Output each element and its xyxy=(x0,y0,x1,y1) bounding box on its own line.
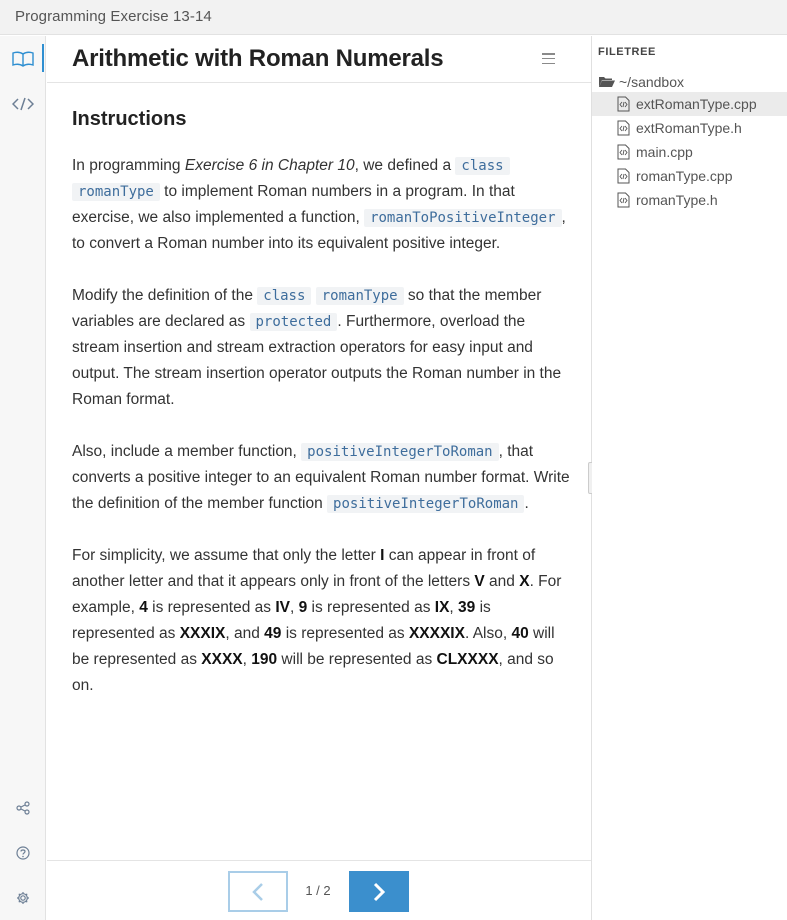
bold-text: IX xyxy=(434,599,450,616)
code-icon[interactable] xyxy=(0,94,46,114)
file-name: extRomanType.h xyxy=(636,120,742,136)
code-snippet: romanToPositiveInteger xyxy=(364,209,561,227)
instructions-body xyxy=(72,108,572,725)
bold-text: XXXXIX xyxy=(408,625,465,642)
chevron-right-icon xyxy=(373,882,385,902)
text: is represented as xyxy=(72,599,491,642)
pager-bar xyxy=(47,860,591,920)
previous-page-button[interactable] xyxy=(228,871,288,912)
bold-text: V xyxy=(474,573,485,590)
bold-text: X xyxy=(519,573,530,590)
text: , we defined a xyxy=(354,157,456,174)
file-item-romantype-cpp[interactable] xyxy=(592,164,787,188)
text: , xyxy=(449,599,459,616)
text: can appear in front of another letter and that it appears only in front of the letters xyxy=(72,547,536,590)
code-file-icon xyxy=(617,96,630,112)
text: so that the member variables are declared as xyxy=(72,287,542,330)
text: . For example, xyxy=(72,573,562,616)
code-file-icon xyxy=(617,144,630,160)
text: and xyxy=(484,573,520,590)
paragraph xyxy=(72,153,572,257)
help-icon[interactable] xyxy=(0,844,46,862)
title-bar xyxy=(0,0,787,35)
bold-text: I xyxy=(380,547,385,564)
file-name: main.cpp xyxy=(636,144,693,160)
bold-text: XXXX xyxy=(201,651,243,668)
instructions-header xyxy=(47,36,591,83)
text: to implement Roman numbers in a program. In that exercise, we also implemented a function, xyxy=(72,183,515,226)
left-rail xyxy=(0,36,46,920)
code-snippet: positiveIntegerToRoman xyxy=(301,443,498,461)
file-name: romanType.h xyxy=(636,192,718,208)
file-name: extRomanType.cpp xyxy=(636,96,757,112)
bold-text: XXXIX xyxy=(179,625,226,642)
text: Exercise 6 in Chapter 10 xyxy=(184,157,355,174)
text: is represented as xyxy=(307,599,435,616)
paragraph xyxy=(72,543,572,699)
text: . xyxy=(524,495,529,512)
text: , and xyxy=(225,625,265,642)
bold-text: 190 xyxy=(251,651,278,668)
text: is represented as xyxy=(281,625,409,642)
text: Modify the definition of the xyxy=(72,287,258,304)
file-name: romanType.cpp xyxy=(636,168,733,184)
code-snippet: romanType xyxy=(72,183,160,201)
paragraph xyxy=(72,283,572,413)
filetree-root-label: ~/sandbox xyxy=(619,74,684,90)
text: will be represented as xyxy=(72,625,555,668)
code-snippet: class xyxy=(455,157,509,175)
page-title: Arithmetic with Roman Numerals xyxy=(72,45,444,72)
text: , xyxy=(290,599,299,616)
bold-text: 40 xyxy=(511,625,529,642)
instructions-panel xyxy=(47,36,591,860)
filetree-title: FILETREE xyxy=(598,46,656,58)
code-file-icon xyxy=(617,168,630,184)
window-title: Programming Exercise 13-14 xyxy=(15,8,212,25)
code-snippet: protected xyxy=(250,313,338,331)
text: For simplicity, we assume that only the letter xyxy=(72,547,381,564)
text: , to convert a Roman number into its equivalent positive integer. xyxy=(72,209,566,252)
file-item-romantype-h[interactable] xyxy=(592,188,787,212)
text: . Furthermore, overload the stream insertion and stream extraction operators for easy input and output. The stream insertion operator outputs the Roman number in the Roman format. xyxy=(72,313,562,408)
settings-icon[interactable] xyxy=(0,889,46,907)
code-snippet: positiveIntegerToRoman xyxy=(327,495,524,513)
bold-text: 39 xyxy=(458,599,476,616)
page-indicator: 1 / 2 xyxy=(305,883,331,898)
paragraph xyxy=(72,439,572,517)
text: , and so on. xyxy=(72,651,554,694)
bold-text: CLXXXX xyxy=(436,651,499,668)
code-snippet: class xyxy=(257,287,311,305)
bold-text: 9 xyxy=(298,599,308,616)
filetree-root[interactable] xyxy=(598,72,684,92)
instructions-heading: Instructions xyxy=(72,108,187,130)
text: In programming xyxy=(72,157,185,174)
bold-text: 4 xyxy=(139,599,148,616)
book-icon[interactable] xyxy=(0,49,46,69)
text: Also, include a member function, xyxy=(72,443,302,460)
code-file-icon xyxy=(617,192,630,208)
bold-text: 49 xyxy=(264,625,282,642)
filetree-panel xyxy=(592,36,787,920)
chevron-left-icon xyxy=(252,882,264,902)
share-icon[interactable] xyxy=(0,799,46,817)
code-snippet: romanType xyxy=(316,287,404,305)
text: will be represented as xyxy=(277,651,437,668)
bold-text: IV xyxy=(275,599,290,616)
text: . Also, xyxy=(464,625,512,642)
folder-open-icon xyxy=(598,76,616,88)
code-file-icon xyxy=(617,120,630,136)
file-item-extromantype-cpp[interactable] xyxy=(592,92,787,116)
next-page-button[interactable] xyxy=(349,871,409,912)
text: , that converts a positive integer to an equivalent Roman number format. Write the definition of the member function xyxy=(72,443,570,512)
menu-icon[interactable] xyxy=(542,53,555,64)
file-item-main-cpp[interactable] xyxy=(592,140,787,164)
text: is represented as xyxy=(147,599,276,616)
file-item-extromantype-h[interactable] xyxy=(592,116,787,140)
text: , xyxy=(242,651,252,668)
